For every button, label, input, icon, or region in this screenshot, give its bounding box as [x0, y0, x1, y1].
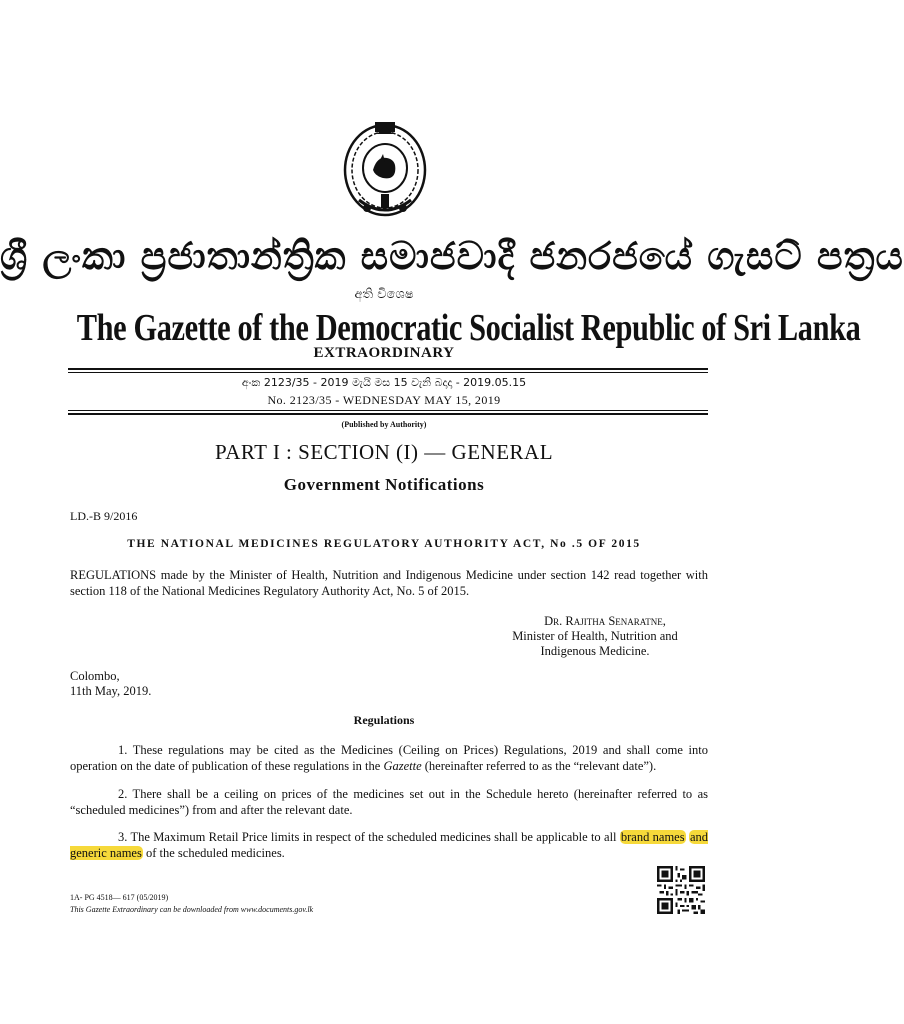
signatory-title-line-1: Minister of Health, Nutrition and [512, 629, 678, 643]
issue-line-sinhala: අංක 2123/35 - 2019 මැයි මස 15 වැනි බදාදා - 2019.05.15 [241, 376, 527, 389]
intro-paragraph: REGULATIONS made by the Minister of Health, Nutrition and Indigenous Medicine under section 142 read together with section 118 of the National Medicines Regulatory Authority Act, No. 5 of 2015. [70, 568, 708, 598]
header-rule-bottom [68, 413, 708, 415]
signatory-name: Dr. Rajitha Senaratne, [544, 614, 666, 628]
signature-block [460, 614, 730, 659]
place-date-block [70, 669, 151, 699]
footer-download-note: This Gazette Extraordinary can be downloaded from www.documents.gov.lk [70, 905, 314, 914]
regulation-3-text-a: 3. The Maximum Retail Price limits in respect of the scheduled medicines shall be applicable to all [118, 830, 620, 844]
act-title: THE NATIONAL MEDICINES REGULATORY AUTHORITY ACT, No .5 OF 2015 [127, 538, 641, 550]
header-rule-top-thin [68, 372, 708, 373]
regulation-1-text-a: 1. These regulations may be cited as the Medicines (Ceiling on Prices) Regulations, 2019 and shall come into operation on the date of publication of these regulations in the [70, 743, 708, 773]
header-rule-bottom-thin [68, 410, 708, 411]
highlight-brand-names[interactable]: brand names [620, 830, 685, 844]
highlight-generic-names[interactable]: and generic names [70, 830, 708, 860]
gazette-title-english: The Gazette of the Democratic Socialist Republic of Sri Lanka [76, 307, 861, 349]
published-by-authority: (Published by Authority) [341, 420, 427, 429]
regulation-3-text-b: of the scheduled medicines. [142, 846, 285, 860]
issue-line-english: No. 2123/35 - WEDNESDAY MAY 15, 2019 [267, 393, 501, 407]
sri-lanka-emblem-icon [337, 120, 433, 220]
date: 11th May, 2019. [70, 684, 152, 698]
extraordinary-label: EXTRAORDINARY [313, 345, 455, 361]
regulation-1-text-b: (hereinafter referred to as the “relevant date”). [421, 759, 657, 773]
regulation-1 [70, 742, 708, 774]
extraordinary-sinhala: අති විශෙෂ [354, 287, 414, 302]
part-section-heading: PART I : SECTION (I) — GENERAL [214, 440, 554, 464]
reference-number: LD.-B 9/2016 [70, 509, 138, 523]
regulations-heading: Regulations [353, 713, 415, 727]
gazette-title-sinhala: ශ්‍රී ලංකා ප්‍රජාතාන්ත්‍රික සමාජවාදී ජනරජයේ ගැසට් පත්‍රය [0, 234, 904, 278]
place: Colombo, [70, 669, 120, 683]
qr-code-icon [657, 866, 705, 914]
signatory-title-line-2: Indigenous Medicine. [540, 644, 650, 658]
government-notifications-heading: Government Notifications [283, 475, 485, 494]
regulation-2: 2. There shall be a ceiling on prices of the medicines set out in the Schedule hereto (hereinafter referred to as “scheduled medicines”) from and after the relevant date. [70, 787, 708, 817]
header-rule-top [68, 368, 708, 370]
footer-code: 1A- PG 4518— 617 (05/2019) [70, 893, 169, 902]
gazette-italic: Gazette [383, 759, 422, 773]
regulation-3 [70, 829, 708, 861]
